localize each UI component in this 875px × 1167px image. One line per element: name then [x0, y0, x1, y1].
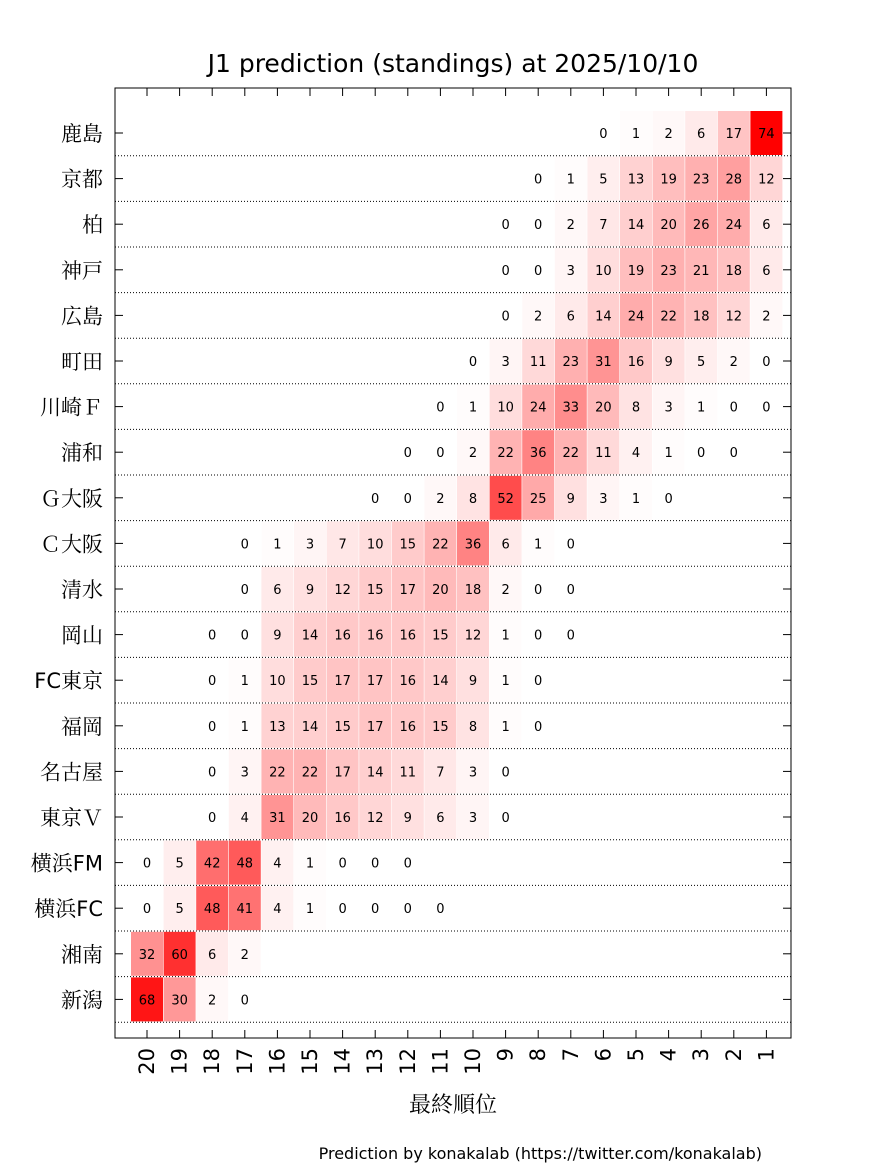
team-label: 浦和	[61, 441, 103, 466]
cell-value-label: 0	[534, 583, 543, 598]
cell-value-label: 1	[305, 856, 315, 872]
cell-value-label: 16	[399, 719, 417, 735]
rank-label: 14	[330, 1048, 355, 1075]
cell-value-label: 1	[240, 674, 249, 690]
cell-value-label: 26	[692, 218, 710, 234]
team-label: 名古屋	[40, 760, 103, 785]
team-label: 川崎Ｆ	[40, 395, 103, 420]
cell-value-label: 20	[432, 583, 449, 598]
cell-value-label: 15	[432, 628, 449, 644]
cell-value-label: 4	[273, 856, 282, 872]
cell-value-label: 21	[692, 263, 710, 279]
cell-value-label: 16	[334, 628, 351, 644]
team-label: Ｃ大阪	[40, 532, 103, 557]
rank-label: 4	[656, 1048, 681, 1062]
cell-value-label: 8	[468, 719, 478, 735]
rank-label: 11	[428, 1048, 453, 1075]
cell-value-label: 24	[529, 400, 547, 416]
cell-value-label: 18	[464, 583, 482, 598]
cell-value-label: 0	[729, 400, 738, 416]
rank-label: 2	[721, 1048, 746, 1062]
cell-value-label: 1	[631, 127, 641, 142]
team-label: 京都	[61, 167, 103, 192]
team-label: 湘南	[61, 942, 103, 967]
cell-value-label: 1	[534, 537, 543, 553]
cell-value-label: 32	[138, 947, 156, 963]
cell-value-label: 0	[208, 628, 217, 644]
cell-value-label: 23	[562, 355, 580, 370]
team-label: 福岡	[61, 714, 103, 739]
team-label: 清水	[61, 578, 103, 602]
rank-label: 12	[395, 1048, 420, 1075]
cell-value-label: 22	[301, 765, 319, 781]
chart-title: J1 prediction (standings) at 2025/10/10	[207, 49, 699, 78]
cell-value-label: 22	[497, 446, 514, 462]
cell-value-label: 10	[497, 400, 514, 416]
cell-value-label: 20	[595, 400, 612, 416]
cell-value-label: 0	[403, 856, 412, 872]
cell-value-label: 6	[762, 218, 771, 234]
cell-value-label: 23	[660, 263, 677, 279]
cell-value-label: 0	[240, 583, 249, 598]
cell-value-label: 0	[208, 719, 217, 735]
cell-value-label: 2	[436, 491, 445, 507]
cell-value-label: 5	[697, 355, 706, 370]
cell-value-label: 1	[305, 902, 315, 918]
cell-value-label: 1	[501, 719, 510, 735]
team-label: 柏	[82, 213, 103, 238]
cell-value-label: 22	[269, 765, 286, 781]
rank-label: 1	[754, 1048, 779, 1062]
cell-value-label: 16	[334, 811, 351, 826]
cell-value-label: 20	[660, 218, 677, 234]
cell-value-label: 24	[725, 218, 743, 234]
rank-label: 6	[591, 1048, 616, 1062]
cell-value-label: 10	[269, 674, 286, 690]
cell-value-label: 0	[664, 491, 673, 507]
cell-value-label: 12	[725, 309, 743, 325]
cell-value-label: 60	[171, 947, 188, 963]
cell-value-label: 5	[175, 856, 184, 872]
cell-value-label: 6	[436, 811, 445, 826]
cell-value-label: 10	[366, 537, 384, 553]
cell-value-label: 30	[171, 993, 188, 1009]
cell-value-label: 17	[366, 719, 384, 735]
cell-value-label: 18	[692, 309, 710, 325]
cell-value-label: 17	[399, 583, 417, 598]
cell-value-label: 17	[366, 674, 384, 690]
cell-value-label: 9	[403, 811, 412, 826]
team-label: Ｇ大阪	[40, 486, 103, 511]
cell-value-label: 0	[599, 127, 608, 142]
cell-value-label: 15	[334, 719, 351, 735]
rank-label: 20	[135, 1048, 159, 1075]
cell-value-label: 12	[334, 583, 351, 598]
cell-value-label: 3	[599, 491, 608, 507]
cell-value-label: 6	[501, 537, 510, 553]
cell-value-label: 2	[208, 993, 217, 1009]
cell-value-label: 0	[403, 902, 412, 918]
cell-value-label: 0	[501, 765, 510, 781]
cell-value-label: 9	[273, 628, 282, 644]
cell-value-label: 6	[697, 127, 706, 142]
cell-value-label: 0	[566, 583, 575, 598]
cell-value-label: 0	[566, 537, 575, 553]
cell-value-label: 0	[240, 537, 249, 553]
rank-label: 13	[363, 1048, 388, 1075]
cell-value-label: 0	[729, 446, 738, 462]
cell-value-label: 0	[240, 993, 249, 1009]
cell-value-label: 16	[366, 628, 384, 644]
cell-value-label: 3	[664, 400, 673, 416]
cell-value-label: 0	[468, 355, 478, 370]
cell-value-label: 18	[725, 263, 743, 279]
team-label: 岡山	[61, 623, 103, 648]
rank-label: 3	[689, 1048, 714, 1062]
cell-value-label: 10	[595, 263, 612, 279]
cell-value-label: 68	[138, 993, 156, 1009]
cell-value-label: 0	[208, 674, 217, 690]
cell-value-label: 22	[432, 537, 449, 553]
cell-value-label: 0	[142, 856, 152, 872]
cell-value-label: 5	[599, 172, 608, 188]
cell-value-label: 15	[366, 583, 384, 598]
cell-value-label: 36	[529, 446, 547, 462]
cell-value-label: 0	[240, 628, 249, 644]
cell-value-label: 31	[269, 811, 286, 826]
cell-value-label: 36	[464, 537, 482, 553]
cell-value-label: 14	[627, 218, 645, 234]
cell-value-label: 74	[758, 127, 775, 142]
cell-value-label: 7	[599, 218, 608, 234]
cell-value-label: 0	[534, 263, 543, 279]
cell-value-label: 16	[627, 355, 645, 370]
cell-value-label: 17	[334, 674, 351, 690]
cell-value-label: 1	[566, 172, 575, 188]
cell-value-label: 0	[436, 400, 445, 416]
cell-value-label: 8	[631, 400, 641, 416]
cell-value-label: 2	[729, 355, 738, 370]
cell-value-label: 0	[534, 218, 543, 234]
cell-value-label: 22	[562, 446, 580, 462]
cell-value-label: 16	[399, 628, 417, 644]
rank-label: 7	[558, 1048, 583, 1062]
cell-value-label: 3	[468, 765, 478, 781]
cell-value-label: 1	[501, 628, 510, 644]
cell-value-label: 14	[366, 765, 384, 781]
cell-value-label: 0	[762, 355, 771, 370]
cell-value-label: 0	[371, 856, 380, 872]
cell-value-label: 9	[468, 674, 478, 690]
cell-value-label: 19	[627, 263, 645, 279]
cell-value-label: 9	[566, 491, 575, 507]
credit-text: Prediction by konakalab (https://twitter.com/konakalab)	[318, 1144, 762, 1163]
cell-value-label: 0	[371, 902, 380, 918]
cell-value-label: 12	[464, 628, 482, 644]
cell-value-label: 20	[301, 811, 319, 826]
team-label: 東京Ｖ	[40, 806, 103, 830]
x-axis-label: 最終順位	[408, 1093, 498, 1118]
cell-value-label: 0	[142, 902, 152, 918]
cell-value-label: 3	[468, 811, 478, 826]
cell-value-label: 13	[627, 172, 645, 188]
cell-value-label: 25	[529, 491, 547, 507]
cell-value-label: 12	[758, 172, 775, 188]
cell-value-label: 17	[334, 765, 351, 781]
cell-value-label: 22	[660, 309, 677, 325]
cell-value-label: 0	[697, 446, 706, 462]
cell-value-label: 15	[399, 537, 417, 553]
cell-value-label: 6	[273, 583, 282, 598]
cell-value-label: 9	[305, 583, 315, 598]
cell-value-label: 14	[595, 309, 612, 325]
cell-value-label: 0	[371, 491, 380, 507]
cell-value-label: 14	[301, 628, 319, 644]
cell-value-label: 0	[208, 765, 217, 781]
cell-value-label: 1	[501, 674, 510, 690]
cell-value-label: 2	[566, 218, 575, 234]
cell-value-label: 1	[240, 719, 249, 735]
cell-value-label: 0	[338, 856, 347, 872]
cell-value-label: 2	[501, 583, 510, 598]
cell-value-label: 0	[501, 811, 510, 826]
rank-label: 18	[200, 1048, 225, 1075]
rank-label: 9	[493, 1048, 518, 1062]
cell-value-label: 14	[432, 674, 449, 690]
cell-value-label: 0	[208, 811, 217, 826]
cell-value-label: 15	[432, 719, 449, 735]
cell-value-label: 0	[501, 309, 510, 325]
cell-value-label: 31	[595, 355, 612, 370]
cell-value-label: 6	[566, 309, 575, 325]
cell-value-label: 1	[697, 400, 706, 416]
cell-value-label: 2	[534, 309, 543, 325]
rank-label: 16	[265, 1048, 290, 1075]
cell-value-label: 0	[436, 902, 445, 918]
cell-value-label: 4	[631, 446, 641, 462]
cell-value-label: 3	[240, 765, 249, 781]
cell-value-label: 42	[203, 856, 221, 872]
cell-value-label: 19	[660, 172, 677, 188]
cell-value-label: 0	[762, 400, 771, 416]
cell-value-label: 11	[595, 446, 612, 462]
cell-value-label: 1	[468, 400, 478, 416]
cell-value-label: 23	[692, 172, 710, 188]
cell-value-label: 1	[631, 491, 641, 507]
team-label: 鹿島	[61, 122, 103, 146]
cell-value-label: 5	[175, 902, 184, 918]
cell-value-label: 0	[338, 902, 347, 918]
cell-value-label: 0	[501, 263, 510, 279]
team-label: 新潟	[61, 988, 103, 1013]
cell-value-label: 8	[468, 491, 478, 507]
cell-value-label: 0	[566, 628, 575, 644]
cell-value-label: 4	[273, 902, 282, 918]
cell-value-label: 12	[366, 811, 384, 826]
cell-value-label: 0	[436, 446, 445, 462]
cell-value-label: 52	[497, 491, 514, 507]
team-label: 町田	[61, 350, 103, 374]
rank-label: 5	[624, 1048, 648, 1062]
cell-value-label: 48	[203, 902, 221, 918]
cell-value-label: 6	[762, 263, 771, 279]
cell-value-label: 1	[273, 537, 282, 553]
cell-value-label: 1	[664, 446, 673, 462]
cell-value-label: 15	[301, 674, 319, 690]
team-label: 広島	[61, 304, 103, 329]
cell-value-label: 11	[399, 765, 417, 781]
cell-value-label: 13	[269, 719, 286, 735]
cell-value-label: 0	[534, 628, 543, 644]
cell-value-label: 0	[534, 674, 543, 690]
team-label: 横浜FC	[34, 897, 103, 922]
cell-value-label: 41	[236, 902, 254, 918]
cell-value-label: 0	[534, 172, 543, 188]
team-label: FC東京	[34, 669, 103, 694]
cell-value-label: 16	[399, 674, 417, 690]
team-label: 横浜FM	[30, 851, 103, 876]
cell-value-label: 14	[301, 719, 319, 735]
cell-value-label: 3	[566, 263, 575, 279]
cell-value-label: 0	[501, 218, 510, 234]
rank-label: 10	[461, 1048, 485, 1075]
rank-label: 15	[298, 1048, 322, 1075]
cell-value-label: 0	[403, 446, 412, 462]
cell-value-label: 6	[208, 947, 217, 963]
cell-value-label: 2	[664, 127, 673, 142]
rank-label: 8	[526, 1048, 551, 1062]
rank-label: 17	[232, 1048, 257, 1075]
cell-value-label: 4	[240, 811, 249, 826]
cell-value-label: 7	[436, 765, 445, 781]
cell-value-label: 3	[501, 355, 510, 370]
team-label: 神戸	[61, 258, 103, 283]
cell-value-label: 33	[562, 400, 580, 416]
cell-value-label: 2	[468, 446, 478, 462]
cell-value-label: 9	[664, 355, 673, 370]
cell-value-label: 24	[627, 309, 645, 325]
cell-value-label: 48	[236, 856, 254, 872]
rank-label: 19	[167, 1048, 192, 1075]
cell-value-label: 17	[725, 127, 743, 142]
cell-value-label: 0	[534, 719, 543, 735]
cell-value-label: 3	[305, 537, 315, 553]
cell-value-label: 2	[762, 309, 771, 325]
cell-value-label: 7	[338, 537, 347, 553]
cell-value-label: 28	[725, 172, 743, 188]
cell-value-label: 2	[240, 947, 249, 963]
cell-value-label: 11	[529, 355, 547, 370]
cell-value-label: 0	[403, 491, 412, 507]
